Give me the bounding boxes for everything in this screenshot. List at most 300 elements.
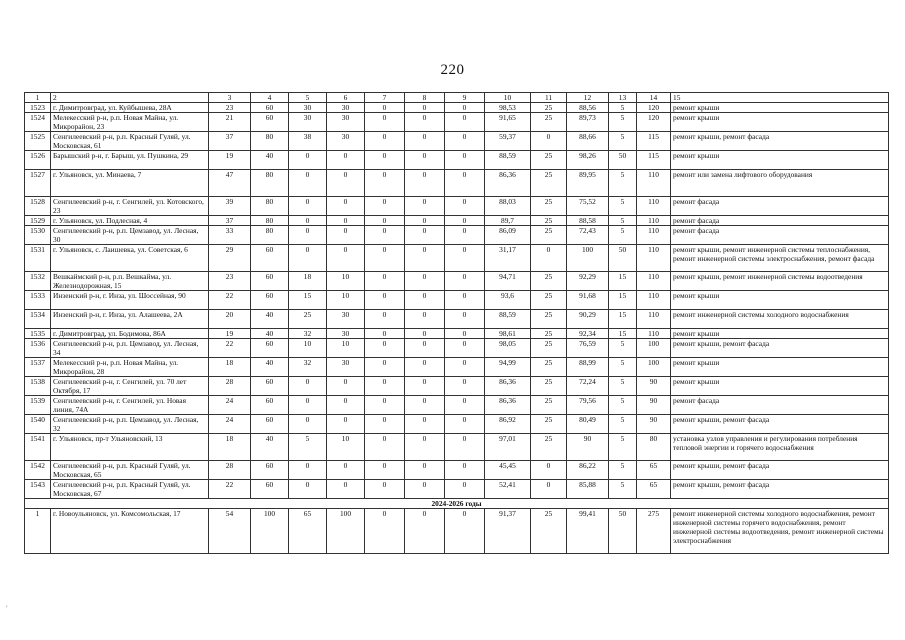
cell-col-7: 7: [365, 93, 405, 103]
cell-col-8: 0: [405, 377, 445, 396]
cell-col-14: 110: [637, 197, 671, 216]
cell-col-9: 0: [445, 272, 485, 291]
cell-col-14: 100: [637, 339, 671, 358]
cell-col-15: ремонт крыши: [671, 358, 889, 377]
cell-col-15: ремонт крыши: [671, 103, 889, 113]
table-row: [25, 480, 889, 499]
cell-col-15: ремонт фасада: [671, 216, 889, 226]
cell-col-1: 1538: [25, 377, 51, 396]
cell-col-10: 94,99: [485, 358, 531, 377]
cell-col-5: 32: [289, 329, 327, 339]
cell-col-10: 59,37: [485, 132, 531, 151]
cell-col-2: Сенгилеевский р-н, г. Сенгилей, ул. Новая линия, 74А: [51, 396, 209, 415]
cell-col-12: 72,24: [567, 377, 609, 396]
cell-col-9: 0: [445, 396, 485, 415]
cell-col-3: 37: [209, 132, 251, 151]
cell-col-1: 1533: [25, 291, 51, 310]
data-table: [24, 92, 889, 554]
cell-col-12: 12: [567, 93, 609, 103]
table-row: [25, 113, 889, 132]
cell-col-2: г. Димитровград, ул. Куйбышева, 28А: [51, 103, 209, 113]
cell-col-14: 110: [637, 226, 671, 245]
cell-col-7: 0: [365, 415, 405, 434]
cell-col-7: 0: [365, 480, 405, 499]
cell-col-7: 0: [365, 226, 405, 245]
cell-col-8: 0: [405, 291, 445, 310]
cell-col-5: 0: [289, 170, 327, 197]
cell-col-1: 1: [25, 93, 51, 103]
cell-col-7: 0: [365, 132, 405, 151]
cell-col-8: 0: [405, 245, 445, 272]
cell-col-8: 0: [405, 358, 445, 377]
cell-col-10: 88,59: [485, 151, 531, 170]
cell-col-2: 2: [51, 93, 209, 103]
cell-col-10: 45,45: [485, 461, 531, 480]
table-row: [25, 396, 889, 415]
cell-col-1: 1524: [25, 113, 51, 132]
cell-col-13: 13: [609, 93, 637, 103]
cell-col-14: 100: [637, 358, 671, 377]
cell-col-7: 0: [365, 197, 405, 216]
table-row: [25, 415, 889, 434]
cell-col-8: 0: [405, 415, 445, 434]
cell-col-14: 90: [637, 377, 671, 396]
cell-col-3: 3: [209, 93, 251, 103]
cell-col-13: 5: [609, 226, 637, 245]
cell-col-2: Сенгилеевский р-н, р.п. Цемзавод, ул. Лесная, 30: [51, 226, 209, 245]
cell-col-2: Мелекесский р-н, р.п. Новая Майна, ул. Микрорайон, 28: [51, 358, 209, 377]
cell-col-3: 19: [209, 329, 251, 339]
cell-col-14: 65: [637, 480, 671, 499]
cell-col-12: 88,56: [567, 103, 609, 113]
cell-col-8: 0: [405, 434, 445, 461]
cell-col-3: 39: [209, 197, 251, 216]
cell-col-11: 25: [531, 377, 567, 396]
cell-col-6: 0: [327, 151, 365, 170]
cell-col-14: 110: [637, 216, 671, 226]
cell-col-5: 25: [289, 310, 327, 329]
cell-col-6: 0: [327, 480, 365, 499]
cell-col-13: 5: [609, 132, 637, 151]
cell-col-8: 0: [405, 113, 445, 132]
cell-col-7: 0: [365, 216, 405, 226]
cell-col-12: 99,41: [567, 509, 609, 554]
cell-col-3: 33: [209, 226, 251, 245]
scan-mark: ': [6, 604, 8, 614]
cell-col-13: 5: [609, 396, 637, 415]
cell-col-6: 0: [327, 377, 365, 396]
table-row: [25, 245, 889, 272]
cell-col-14: 120: [637, 103, 671, 113]
cell-col-12: 75,52: [567, 197, 609, 216]
cell-col-7: 0: [365, 245, 405, 272]
cell-col-2: Мелекесский р-н, р.п. Новая Майна, ул. Микрорайон, 23: [51, 113, 209, 132]
cell-col-9: 0: [445, 216, 485, 226]
cell-col-15: ремонт инженерной системы холодного водоснабжения: [671, 310, 889, 329]
cell-col-3: 18: [209, 358, 251, 377]
cell-col-5: 0: [289, 415, 327, 434]
cell-col-3: 22: [209, 291, 251, 310]
cell-col-1: 1537: [25, 358, 51, 377]
cell-col-14: 110: [637, 245, 671, 272]
cell-col-6: 6: [327, 93, 365, 103]
cell-col-1: 1529: [25, 216, 51, 226]
cell-col-9: 0: [445, 170, 485, 197]
cell-col-1: 1526: [25, 151, 51, 170]
cell-col-2: г. Ульяновск, с. Лаишевка, ул. Советская, 6: [51, 245, 209, 272]
cell-col-6: 30: [327, 103, 365, 113]
cell-col-13: 15: [609, 310, 637, 329]
cell-col-6: 10: [327, 339, 365, 358]
cell-col-8: 0: [405, 310, 445, 329]
cell-col-14: 90: [637, 396, 671, 415]
cell-col-5: 0: [289, 197, 327, 216]
cell-col-12: 89,95: [567, 170, 609, 197]
cell-col-4: 60: [251, 396, 289, 415]
cell-col-15: ремонт инженерной системы холодного водоснабжения, ремонт инженерной системы горячего водоснабжения, ремонт инженерной системы водоотведения, ремонт инженерной системы электроснабжения: [671, 509, 889, 554]
cell-col-2: Инзенский р-н, г. Инза, ул. Алашеева, 2А: [51, 310, 209, 329]
cell-col-8: 0: [405, 103, 445, 113]
cell-col-3: 23: [209, 103, 251, 113]
cell-col-10: 91,37: [485, 509, 531, 554]
cell-col-7: 0: [365, 291, 405, 310]
cell-col-11: 25: [531, 151, 567, 170]
table-row: [25, 151, 889, 170]
cell-col-15: 15: [671, 93, 889, 103]
cell-col-9: 9: [445, 93, 485, 103]
cell-col-1: 1540: [25, 415, 51, 434]
cell-col-1: 1539: [25, 396, 51, 415]
cell-col-2: г. Новоульяновск, ул. Комсомольская, 17: [51, 509, 209, 554]
cell-col-12: 89,73: [567, 113, 609, 132]
cell-col-11: 0: [531, 461, 567, 480]
cell-col-3: 24: [209, 396, 251, 415]
cell-col-12: 72,43: [567, 226, 609, 245]
cell-col-6: 10: [327, 434, 365, 461]
cell-col-14: 80: [637, 434, 671, 461]
cell-col-4: 40: [251, 151, 289, 170]
table-row: [25, 170, 889, 197]
cell-col-11: 25: [531, 329, 567, 339]
cell-col-2: Инзенский р-н, г. Инза, ул. Шоссейная, 90: [51, 291, 209, 310]
cell-col-13: 5: [609, 197, 637, 216]
cell-col-11: 25: [531, 509, 567, 554]
cell-col-14: 110: [637, 291, 671, 310]
cell-col-10: 86,36: [485, 396, 531, 415]
cell-col-12: 86,22: [567, 461, 609, 480]
cell-col-9: 0: [445, 113, 485, 132]
cell-col-14: 14: [637, 93, 671, 103]
cell-col-1: 1535: [25, 329, 51, 339]
cell-col-9: 0: [445, 509, 485, 554]
cell-col-11: 25: [531, 415, 567, 434]
cell-col-11: 25: [531, 272, 567, 291]
cell-col-10: 91,65: [485, 113, 531, 132]
page-number: 220: [440, 62, 465, 78]
cell-col-15: ремонт крыши, ремонт инженерной системы водоотведения: [671, 272, 889, 291]
cell-col-6: 100: [327, 509, 365, 554]
cell-col-8: 0: [405, 226, 445, 245]
cell-col-7: 0: [365, 339, 405, 358]
cell-col-11: 11: [531, 93, 567, 103]
cell-col-13: 15: [609, 329, 637, 339]
cell-col-14: 110: [637, 310, 671, 329]
cell-col-11: 25: [531, 358, 567, 377]
cell-col-13: 5: [609, 113, 637, 132]
cell-col-10: 86,92: [485, 415, 531, 434]
cell-col-15: установка узлов управления и регулирования потребления тепловой энергии и горячего водоснабжения: [671, 434, 889, 461]
cell-col-13: 5: [609, 415, 637, 434]
cell-col-11: 0: [531, 132, 567, 151]
cell-col-10: 10: [485, 93, 531, 103]
cell-col-9: 0: [445, 358, 485, 377]
cell-col-2: Сенгилеевский р-н, г. Сенгилей, ул. 70 лет Октября, 17: [51, 377, 209, 396]
cell-col-3: 37: [209, 216, 251, 226]
cell-col-9: 0: [445, 480, 485, 499]
cell-col-15: ремонт или замена лифтового оборудования: [671, 170, 889, 197]
cell-col-6: 0: [327, 245, 365, 272]
cell-col-15: ремонт крыши: [671, 113, 889, 132]
cell-col-5: 0: [289, 461, 327, 480]
cell-col-11: 25: [531, 197, 567, 216]
cell-col-11: 25: [531, 103, 567, 113]
cell-col-2: Сенгилеевский р-н, р.п. Красный Гуляй, ул. Московская, 65: [51, 461, 209, 480]
cell-col-14: 275: [637, 509, 671, 554]
cell-col-15: ремонт фасада: [671, 396, 889, 415]
cell-col-7: 0: [365, 461, 405, 480]
cell-col-14: 110: [637, 329, 671, 339]
cell-col-13: 5: [609, 434, 637, 461]
cell-col-1: 1527: [25, 170, 51, 197]
table-row: [25, 434, 889, 461]
cell-col-12: 88,66: [567, 132, 609, 151]
cell-col-7: 0: [365, 170, 405, 197]
cell-col-3: 23: [209, 272, 251, 291]
cell-col-5: 32: [289, 358, 327, 377]
cell-col-5: 0: [289, 396, 327, 415]
cell-col-5: 0: [289, 226, 327, 245]
cell-col-8: 0: [405, 329, 445, 339]
cell-col-2: г. Ульяновск, ул. Минаева, 7: [51, 170, 209, 197]
cell-col-4: 60: [251, 377, 289, 396]
cell-col-8: 0: [405, 272, 445, 291]
cell-col-5: 0: [289, 151, 327, 170]
cell-col-9: 0: [445, 245, 485, 272]
cell-col-4: 40: [251, 310, 289, 329]
cell-col-9: 0: [445, 197, 485, 216]
cell-col-9: 0: [445, 310, 485, 329]
cell-col-12: 80,49: [567, 415, 609, 434]
cell-col-1: 1525: [25, 132, 51, 151]
cell-col-14: 110: [637, 272, 671, 291]
cell-col-4: 60: [251, 461, 289, 480]
cell-col-7: 0: [365, 272, 405, 291]
cell-col-7: 0: [365, 113, 405, 132]
cell-col-11: 25: [531, 310, 567, 329]
cell-col-10: 86,36: [485, 170, 531, 197]
cell-col-10: 52,41: [485, 480, 531, 499]
cell-col-9: 0: [445, 461, 485, 480]
cell-col-2: Сенгилеевский р-н, г. Сенгилей, ул. Котовского, 23: [51, 197, 209, 216]
table-row: [25, 272, 889, 291]
table-row: [25, 377, 889, 396]
cell-col-4: 80: [251, 216, 289, 226]
cell-col-7: 0: [365, 434, 405, 461]
cell-col-1: 1531: [25, 245, 51, 272]
cell-col-14: 115: [637, 132, 671, 151]
cell-col-6: 30: [327, 113, 365, 132]
cell-col-2: Барышский р-н, г. Барыш, ул. Пушкина, 29: [51, 151, 209, 170]
cell-col-15: ремонт крыши, ремонт фасада: [671, 415, 889, 434]
cell-col-8: 8: [405, 93, 445, 103]
cell-col-14: 115: [637, 151, 671, 170]
cell-col-13: 5: [609, 339, 637, 358]
cell-col-12: 88,99: [567, 358, 609, 377]
cell-col-15: ремонт крыши: [671, 291, 889, 310]
cell-col-11: 25: [531, 226, 567, 245]
table-row: [25, 216, 889, 226]
cell-col-12: 92,34: [567, 329, 609, 339]
cell-col-10: 93,6: [485, 291, 531, 310]
cell-col-8: 0: [405, 461, 445, 480]
cell-col-13: 15: [609, 291, 637, 310]
cell-col-10: 97,01: [485, 434, 531, 461]
cell-col-15: ремонт крыши, ремонт фасада: [671, 339, 889, 358]
cell-col-4: 60: [251, 272, 289, 291]
cell-col-7: 0: [365, 377, 405, 396]
cell-col-10: 88,59: [485, 310, 531, 329]
cell-col-6: 30: [327, 329, 365, 339]
cell-col-1: 1532: [25, 272, 51, 291]
cell-col-3: 28: [209, 377, 251, 396]
cell-col-6: 0: [327, 197, 365, 216]
cell-col-13: 5: [609, 103, 637, 113]
cell-col-9: 0: [445, 434, 485, 461]
cell-col-14: 65: [637, 461, 671, 480]
cell-col-7: 0: [365, 329, 405, 339]
cell-col-9: 0: [445, 291, 485, 310]
cell-col-15: ремонт крыши, ремонт фасада: [671, 480, 889, 499]
cell-col-4: 60: [251, 415, 289, 434]
cell-col-9: 0: [445, 103, 485, 113]
cell-col-7: 0: [365, 396, 405, 415]
cell-col-11: 25: [531, 434, 567, 461]
cell-col-3: 28: [209, 461, 251, 480]
cell-col-15: ремонт фасада: [671, 226, 889, 245]
cell-col-5: 30: [289, 103, 327, 113]
cell-col-12: 91,68: [567, 291, 609, 310]
cell-col-10: 86,36: [485, 377, 531, 396]
cell-col-2: Сенгилеевский р-н, р.п. Цемзавод, ул. Лесная, 34: [51, 339, 209, 358]
cell-col-8: 0: [405, 509, 445, 554]
group-label: 2024-2026 годы: [25, 499, 889, 509]
cell-col-5: 0: [289, 377, 327, 396]
cell-col-9: 0: [445, 329, 485, 339]
cell-col-8: 0: [405, 480, 445, 499]
cell-col-4: 40: [251, 434, 289, 461]
cell-col-12: 88,58: [567, 216, 609, 226]
cell-col-10: 86,09: [485, 226, 531, 245]
cell-col-7: 0: [365, 103, 405, 113]
cell-col-4: 4: [251, 93, 289, 103]
header-row: [25, 93, 889, 103]
cell-col-15: ремонт крыши: [671, 329, 889, 339]
cell-col-15: ремонт крыши, ремонт инженерной системы теплоснабжения, ремонт инженерной системы электроснабжения, ремонт фасада: [671, 245, 889, 272]
cell-col-12: 100: [567, 245, 609, 272]
cell-col-1: 1536: [25, 339, 51, 358]
cell-col-3: 20: [209, 310, 251, 329]
cell-col-9: 0: [445, 226, 485, 245]
cell-col-1: 1542: [25, 461, 51, 480]
cell-col-5: 38: [289, 132, 327, 151]
cell-col-3: 24: [209, 415, 251, 434]
cell-col-6: 10: [327, 272, 365, 291]
table-row: [25, 461, 889, 480]
cell-col-12: 92,29: [567, 272, 609, 291]
cell-col-1: 1534: [25, 310, 51, 329]
cell-col-4: 60: [251, 291, 289, 310]
cell-col-12: 90: [567, 434, 609, 461]
cell-col-15: ремонт крыши: [671, 377, 889, 396]
cell-col-13: 50: [609, 151, 637, 170]
cell-col-8: 0: [405, 197, 445, 216]
cell-col-5: 5: [289, 434, 327, 461]
cell-col-4: 80: [251, 170, 289, 197]
cell-col-2: Сенгилеевский р-н, р.п. Красный Гуляй, ул. Московская, 61: [51, 132, 209, 151]
cell-col-7: 0: [365, 509, 405, 554]
cell-col-1: 1530: [25, 226, 51, 245]
cell-col-4: 40: [251, 329, 289, 339]
cell-col-3: 54: [209, 509, 251, 554]
cell-col-12: 90,29: [567, 310, 609, 329]
cell-col-5: 30: [289, 113, 327, 132]
cell-col-6: 30: [327, 132, 365, 151]
cell-col-3: 22: [209, 480, 251, 499]
table-row: [25, 103, 889, 113]
cell-col-2: г. Димитровград, ул. Бодимова, 86А: [51, 329, 209, 339]
cell-col-6: 0: [327, 170, 365, 197]
cell-col-8: 0: [405, 170, 445, 197]
cell-col-6: 0: [327, 396, 365, 415]
cell-col-3: 47: [209, 170, 251, 197]
cell-col-3: 22: [209, 339, 251, 358]
cell-col-12: 76,59: [567, 339, 609, 358]
cell-col-12: 85,88: [567, 480, 609, 499]
cell-col-13: 5: [609, 377, 637, 396]
cell-col-10: 98,53: [485, 103, 531, 113]
cell-col-2: Вешкаймский р-н, р.п. Вешкайма, ул. Железнодорожная, 15: [51, 272, 209, 291]
cell-col-11: 25: [531, 216, 567, 226]
cell-col-15: ремонт крыши, ремонт фасада: [671, 461, 889, 480]
cell-col-10: 88,03: [485, 197, 531, 216]
cell-col-11: 25: [531, 396, 567, 415]
cell-col-5: 10: [289, 339, 327, 358]
cell-col-8: 0: [405, 132, 445, 151]
table-row: [25, 358, 889, 377]
cell-col-4: 60: [251, 113, 289, 132]
table-row: [25, 132, 889, 151]
cell-col-10: 98,61: [485, 329, 531, 339]
cell-col-11: 25: [531, 291, 567, 310]
cell-col-11: 25: [531, 113, 567, 132]
cell-col-5: 5: [289, 93, 327, 103]
cell-col-9: 0: [445, 132, 485, 151]
cell-col-14: 120: [637, 113, 671, 132]
cell-col-11: 25: [531, 170, 567, 197]
table-body: [25, 93, 889, 554]
cell-col-13: 50: [609, 245, 637, 272]
cell-col-12: 79,56: [567, 396, 609, 415]
